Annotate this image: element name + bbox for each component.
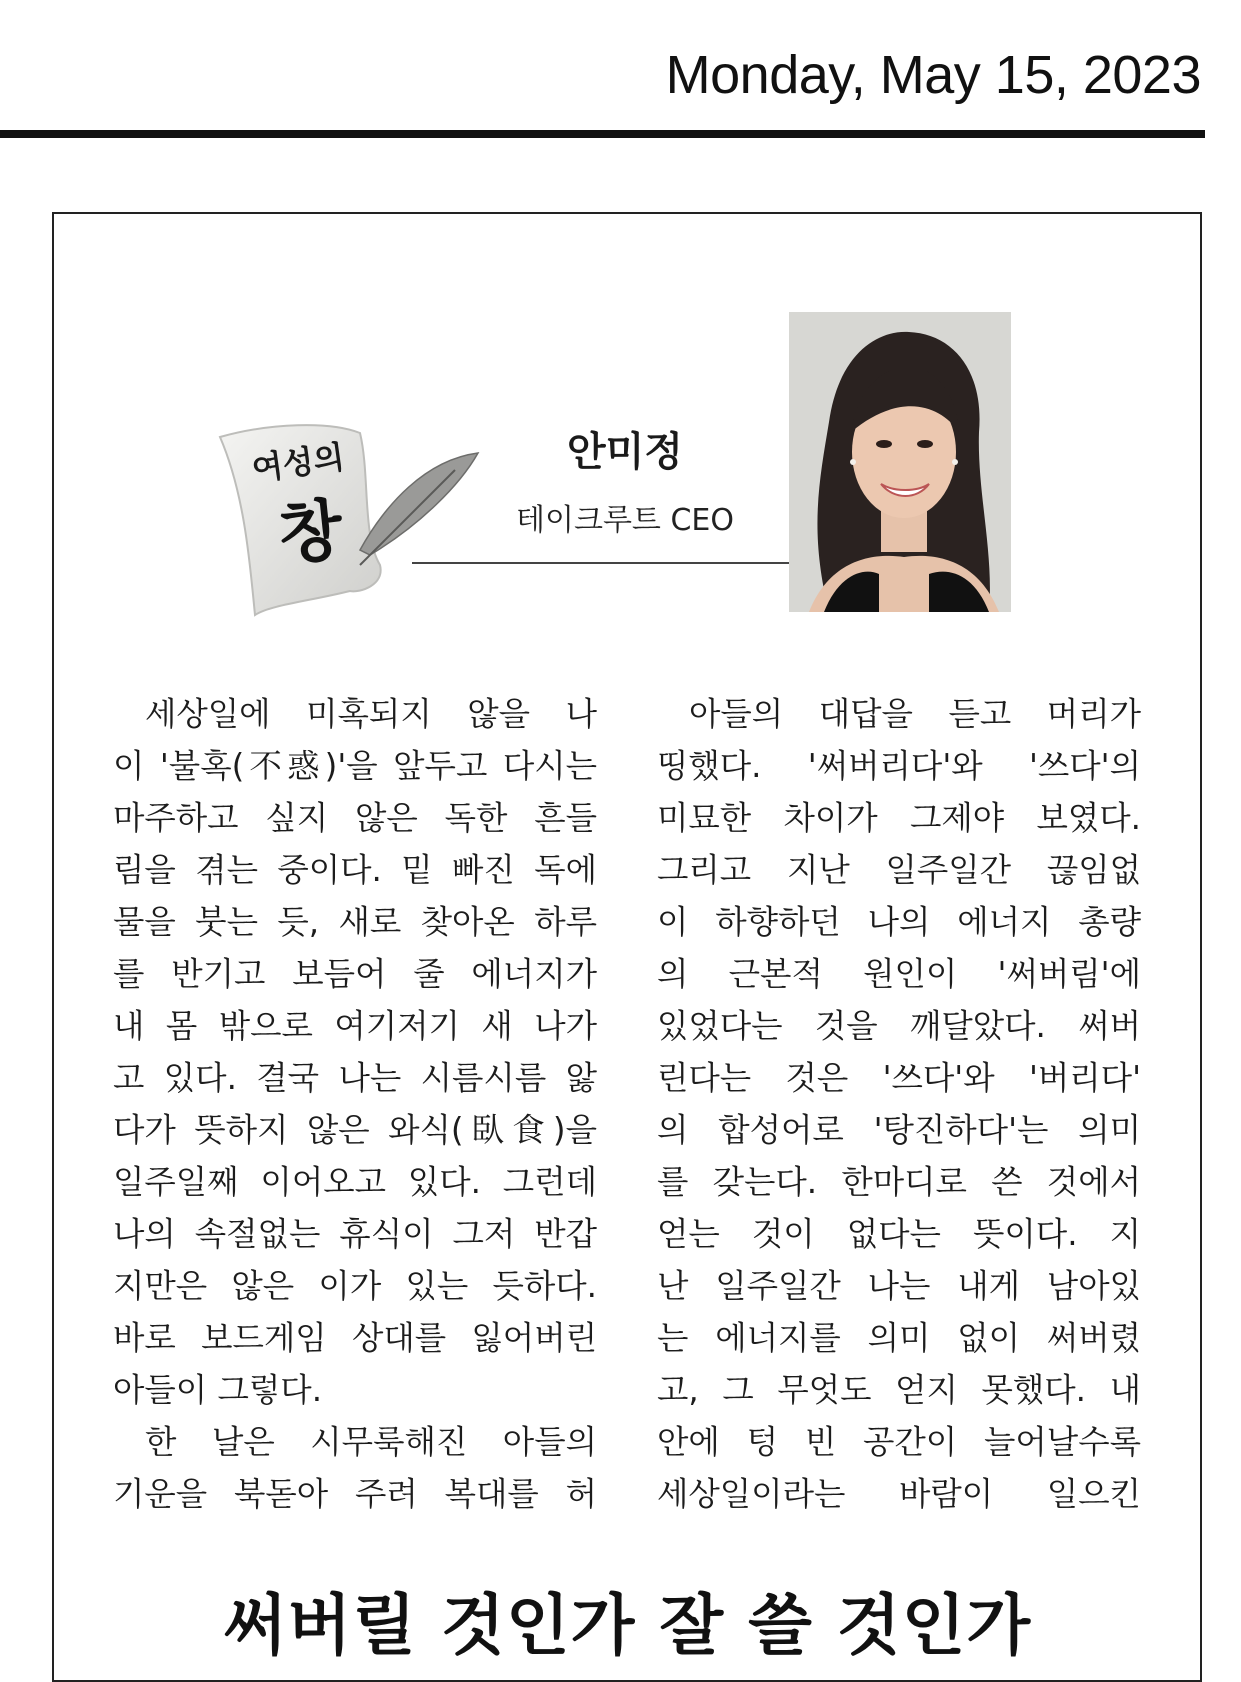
text-line: 난 일주일간 나는 내게 남아있	[657, 1267, 1141, 1305]
text-line: 고, 그 무엇도 얻지 못했다. 내	[657, 1371, 1141, 1409]
header-rule	[0, 130, 1205, 138]
text-line: 바로 보드게임 상대를 잃어버린	[113, 1319, 597, 1357]
logo-text-line2: 창	[274, 489, 347, 575]
text-line: 를 반기고 보듬어 줄 에너지가	[113, 955, 597, 993]
text-line: 이 하향하던 나의 에너지 총량	[657, 903, 1141, 941]
author-name: 안미정	[567, 429, 683, 475]
text-line: 마주하고 싶지 않은 독한 흔들	[113, 799, 597, 837]
text-line: 세상일이라는 바람이 일으킨	[657, 1475, 1141, 1513]
quill-icon	[360, 453, 478, 555]
text-line: 얻는 것이 없다는 뜻이다. 지	[657, 1215, 1141, 1253]
text-line: 다가 뜻하지 않은 와식(臥食)을	[113, 1111, 597, 1149]
text-line: 물을 붓는 듯, 새로 찾아온 하루	[113, 903, 597, 941]
article-column-left	[113, 688, 597, 1520]
text-line: 한 날은 시무룩해진 아들의	[145, 1423, 597, 1461]
text-line: 림을 겪는 중이다. 밑 빠진 독에	[113, 851, 597, 889]
text-line: 나의 속절없는 휴식이 그저 반갑	[113, 1215, 597, 1253]
logo-text-line1: 여성의	[249, 437, 347, 489]
text-line: 아들의 대답을 듣고 머리가	[689, 695, 1141, 733]
column-logo	[210, 415, 480, 625]
date-line: Monday, May 15, 2023	[665, 45, 1201, 105]
text-line: 의 근본적 원인이 '써버림'에	[657, 955, 1141, 993]
text-line: 이 '불혹(不惑)'을 앞두고 다시는	[113, 747, 597, 785]
text-line: 고 있다. 결국 나는 시름시름 앓	[113, 1059, 597, 1097]
author-title: 테이크루트 CEO	[516, 503, 734, 538]
text-line: 는 에너지를 의미 없이 써버렸	[657, 1319, 1141, 1357]
article-column-right	[657, 688, 1141, 1520]
text-line: 있었다는 것을 깨달았다. 써버	[657, 1007, 1141, 1045]
text-line: 지만은 않은 이가 있는 듯하다.	[113, 1267, 597, 1305]
article-headline: 써버릴 것인가 잘 쓸 것인가	[222, 1586, 1032, 1664]
text-line: 띵했다. '써버리다'와 '쓰다'의	[657, 747, 1141, 785]
text-line: 안에 텅 빈 공간이 늘어날수록	[657, 1423, 1141, 1461]
text-line: 린다는 것은 '쓰다'와 '버리다'	[657, 1059, 1141, 1097]
text-line: 를 갖는다. 한마디로 쓴 것에서	[657, 1163, 1141, 1201]
author-photo	[789, 312, 1011, 612]
text-line: 세상일에 미혹되지 않을 나	[145, 695, 597, 733]
text-line: 기운을 북돋아 주려 복대를 허	[113, 1475, 597, 1513]
text-line: 미묘한 차이가 그제야 보였다.	[657, 799, 1141, 837]
text-line: 일주일째 이어오고 있다. 그런데	[113, 1163, 597, 1201]
author-divider	[412, 562, 790, 564]
text-line: 의 합성어로 '탕진하다'는 의미	[657, 1111, 1141, 1149]
text-line: 그리고 지난 일주일간 끊임없	[657, 851, 1141, 889]
text-line: 아들이 그렇다.	[113, 1371, 323, 1409]
text-line: 내 몸 밖으로 여기저기 새 나가	[113, 1007, 597, 1045]
